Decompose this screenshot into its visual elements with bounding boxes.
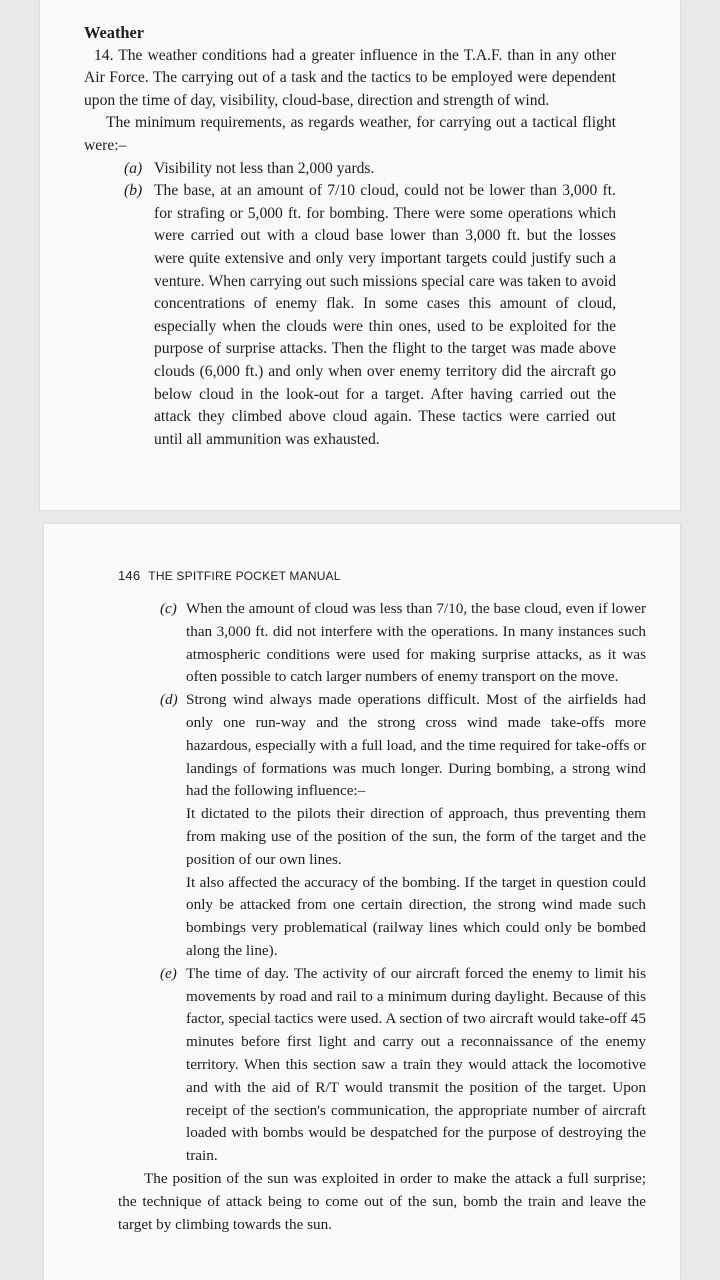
list-label: (b)	[124, 182, 143, 200]
page-number: 146	[118, 568, 141, 583]
list-text: Visibility not less than 2,000 yards.	[154, 159, 375, 177]
sub-paragraph-approach: It dictated to the pilots their direction of approach, thus preventing them from making use of the position of the sun, the form of the target and the position of our own lines.	[186, 805, 646, 868]
list-item-a	[84, 158, 616, 181]
list-item-b	[84, 180, 616, 451]
list-label: (a)	[124, 159, 143, 177]
list-text: When the amount of cloud was less than 7/10, the base cloud, even if lower than 3,000 ft. did not interfere with the operations. In many instances such atmospheric conditions were used for making surprise attacks, as it was often possible to catch larger numbers of enemy transport on the move.	[186, 600, 646, 686]
page-upper	[40, 0, 680, 510]
list-label: (e)	[160, 964, 177, 982]
sub-paragraph-accuracy: It also affected the accuracy of the bombing. If the target in question could only be attacked from one certain direction, the strong wind made such bombings very problematical (railway lines which could only be bombed along the line).	[186, 873, 646, 959]
page-upper-body	[84, 22, 616, 451]
list-text: The base, at an amount of 7/10 cloud, could not be lower than 3,000 ft. for strafing or 5,000 ft. for bombing. There were some operations which were carried out with a cloud base lower than 3,000 ft. but the losses were quite extensive and only very important targets could justify such a venture. When carrying out such missions special care was taken to avoid concentrations of enemy flak. In some cases this amount of cloud, especially when the clouds were thin ones, used to be exploited for the purpose of surprise attacks. Then the flight to the target was made above clouds (6,000 ft.) and only when over enemy territory did the aircraft go below cloud in the look-out for a target. After having carried out the attack they climbed above cloud again. These tactics were carried out until all ammunition was exhausted.	[154, 182, 616, 448]
list-item-c	[118, 598, 646, 689]
list-label: (d)	[160, 691, 178, 709]
section-heading: Weather	[84, 23, 145, 42]
page-lower-body	[118, 598, 646, 1236]
list-item-d	[118, 689, 646, 803]
list-text: The time of day. The activity of our aircraft forced the enemy to limit his movements by road and rail to a minimum during daylight. Because of this factor, special tactics were used. A section of two aircraft would take-off 45 minutes before first light and carry out a reconnaissance of the enemy territory. When this section saw a train they would attack the locomotive and with the aid of R/T would transmit the position of the target. Upon receipt of the section's communication, the appropriate number of aircraft loaded with bombs would be despatched for the purpose of destroying the train.	[186, 964, 646, 1165]
list-text: Strong wind always made operations difficult. Most of the airfields had only one run-way and the strong cross wind made take-offs more hazardous, especially with a full load, and the time required for take-offs or landings of formations was much longer. During bombing, a strong wind had the following influence:–	[186, 691, 646, 800]
list-label: (c)	[160, 600, 177, 617]
closing-paragraph: The position of the sun was exploited in order to make the attack a full surprise; the technique of attack being to come out of the sun, bomb the train and leave the target by climbing towards the sun.	[118, 1169, 646, 1233]
running-head-title: THE SPITFIRE POCKET MANUAL	[148, 569, 341, 583]
paragraph-14: 14. The weather conditions had a greater influence in the T.A.F. than in any other Air Force. The carrying out of a task and the tactics to be employed were dependent upon the time of day, visibility, cloud-base, direction and strength of wind.	[84, 46, 616, 109]
page-lower	[44, 524, 680, 1280]
paragraph-requirements: The minimum requirements, as regards weather, for carrying out a tactical flight were:–	[84, 114, 616, 154]
running-header	[118, 568, 341, 583]
list-item-e	[118, 963, 646, 1168]
